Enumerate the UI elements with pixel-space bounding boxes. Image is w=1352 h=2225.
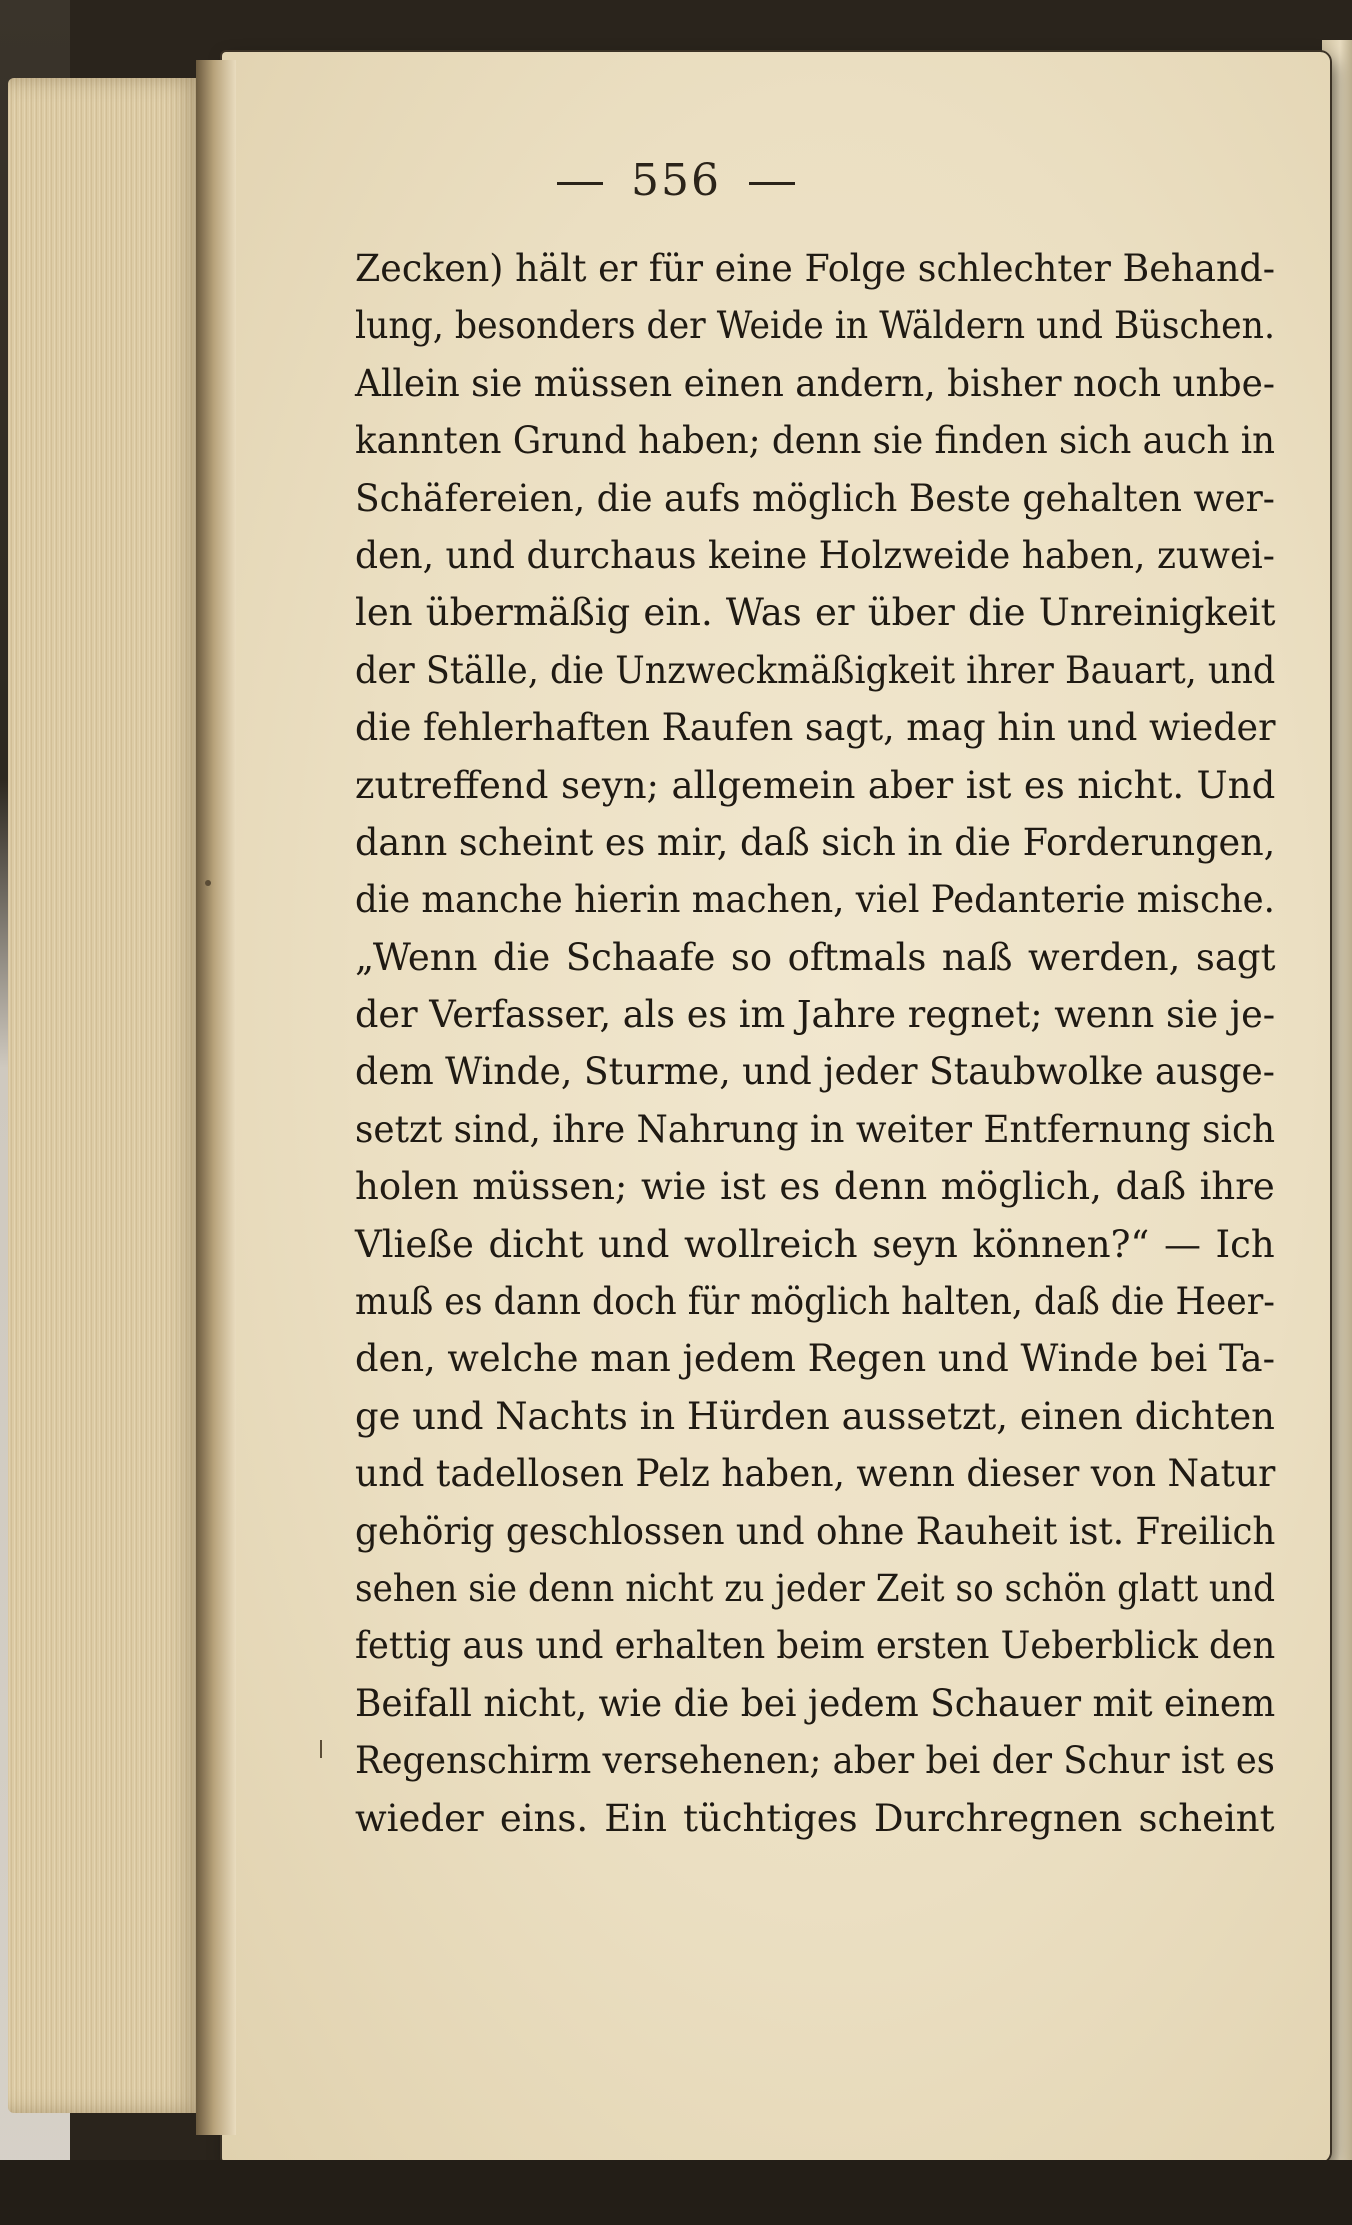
- page-number: 556: [631, 155, 721, 206]
- header-dash-right: [749, 182, 795, 185]
- header-dash-left: [557, 182, 603, 185]
- margin-tick: [320, 1740, 322, 1758]
- text-line: die manche hierin machen, viel Pedanterie mische.: [355, 878, 1275, 922]
- text-line: den, welche man jedem Regen und Winde bei Ta-: [355, 1337, 1276, 1381]
- text-line: der Ställe, die Unzweckmäßigkeit ihrer Bauart, und: [355, 648, 1276, 692]
- text-line: Zecken) hält er für eine Folge schlechter Behand-: [355, 247, 1276, 290]
- text-line: „Wenn die Schaafe so oftmals naß werden, sagt: [355, 935, 1276, 979]
- text-line: setzt sind, ihre Nahrung in weiter Entfernung sich: [355, 1107, 1276, 1151]
- book-gutter: [196, 60, 236, 2135]
- text-line: die fehlerhaften Raufen sagt, mag hin und wieder: [355, 706, 1276, 750]
- text-line: Allein sie müssen einen andern, bisher noch unbe-: [355, 361, 1276, 405]
- text-line: fettig aus und erhalten beim ersten Ueberblick den: [355, 1624, 1276, 1668]
- text-line: len übermäßig ein. Was er über die Unreinigkeit: [355, 591, 1276, 635]
- text-line: Schäfereien, die aufs möglich Beste gehalten wer-: [355, 476, 1275, 520]
- text-line: kannten Grund haben; denn sie finden sich auch in: [355, 419, 1275, 463]
- text-line: muß es dann doch für möglich halten, daß die Heer-: [355, 1280, 1275, 1324]
- text-line: dann scheint es mir, daß sich in die Forderungen,: [355, 820, 1276, 864]
- text-line: gehörig geschlossen und ohne Rauheit ist. Freilich: [355, 1509, 1276, 1553]
- text-line: ge und Nachts in Hürden aussetzt, einen dichten: [355, 1394, 1275, 1438]
- text-line: zutreffend seyn; allgemein aber ist es nicht. Und: [355, 763, 1276, 807]
- text-line: lung, besonders der Weide in Wäldern und Büschen.: [355, 304, 1275, 348]
- text-line: holen müssen; wie ist es denn möglich, daß ihre: [355, 1165, 1275, 1209]
- text-line: dem Winde, Sturme, und jeder Staubwolke ausge-: [355, 1050, 1275, 1094]
- scan-bottom-edge: [0, 2160, 1352, 2225]
- text-line: den, und durchaus keine Holzweide haben, zuwei-: [355, 533, 1275, 577]
- text-line: der Verfasser, als es im Jahre regnet; wenn sie je-: [355, 993, 1276, 1037]
- book-page-edges: [8, 78, 208, 2113]
- text-line: sehen sie denn nicht zu jeder Zeit so schön glatt und: [355, 1566, 1276, 1610]
- body-text: [355, 240, 1275, 1847]
- page-number-header: [0, 155, 1352, 206]
- text-line: wieder eins. Ein tüchtiges Durchregnen scheint: [355, 1796, 1275, 1840]
- text-line: Beifall nicht, wie die bei jedem Schauer mit einem: [355, 1681, 1276, 1725]
- margin-speck: [205, 880, 211, 886]
- text-line: Regenschirm versehenen; aber bei der Schur ist es: [355, 1739, 1275, 1783]
- text-line: Vließe dicht und wollreich seyn können?“ — Ich: [355, 1222, 1275, 1266]
- text-line: und tadellosen Pelz haben, wenn dieser von Natur: [355, 1452, 1276, 1496]
